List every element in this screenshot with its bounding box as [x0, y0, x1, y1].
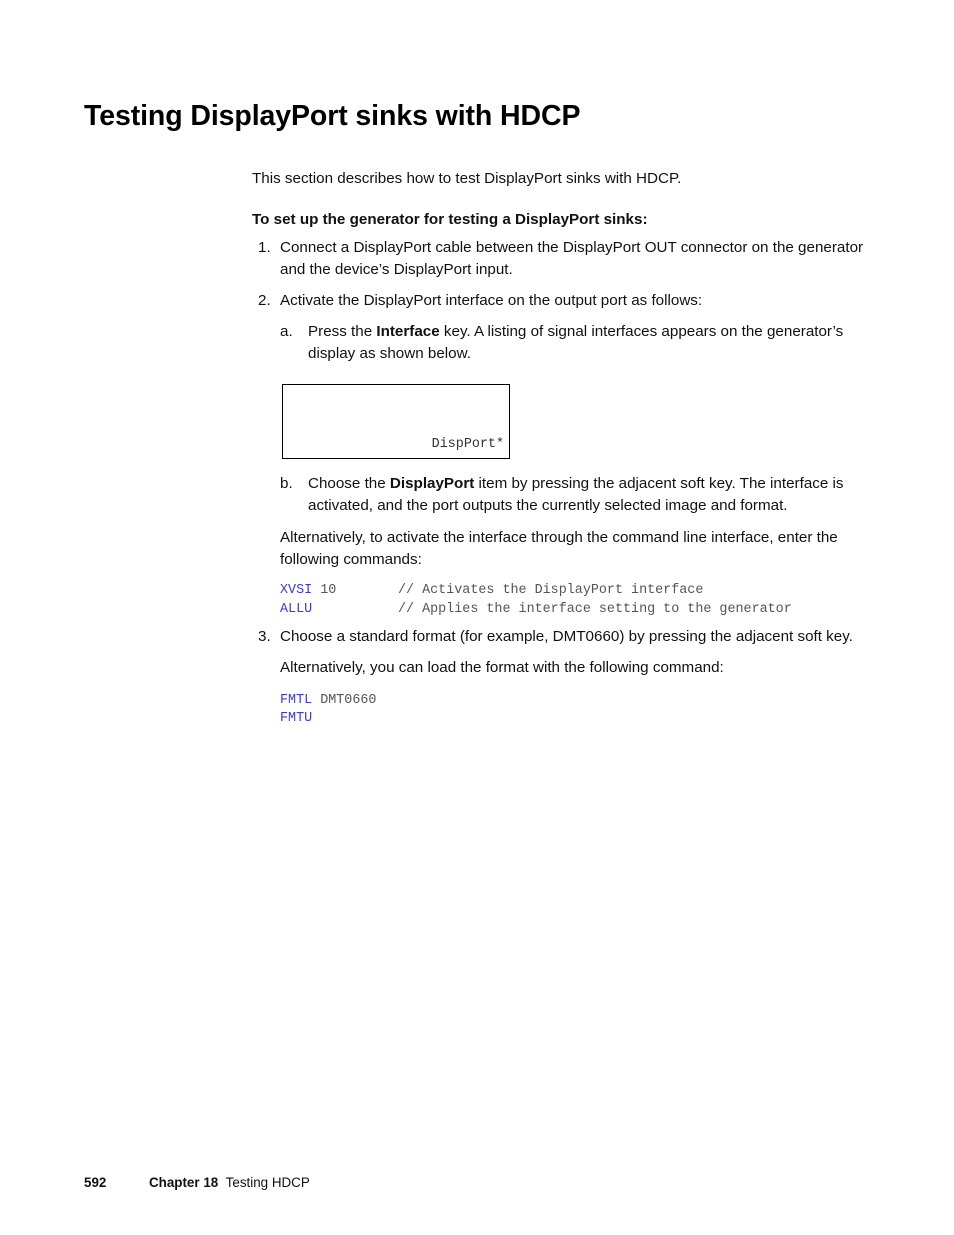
code-command: FMTL: [280, 693, 313, 708]
code-line: [280, 691, 376, 710]
chapter-title: Testing HDCP: [225, 1175, 310, 1190]
step-number: 2.: [258, 292, 271, 309]
code-line: [280, 600, 312, 619]
code-command: FMTU: [280, 711, 313, 726]
code-line: [280, 709, 312, 728]
intro-paragraph: This section describes how to test DisplayPort sinks with HDCP.: [252, 170, 682, 187]
display-item-dispport: DispPort*: [431, 437, 504, 452]
step-text: Connect a DisplayPort cable between the DisplayPort OUT connector on the generator and the device’s DisplayPort input.: [280, 239, 864, 278]
code-line: [280, 581, 336, 600]
displayport-item-label: DisplayPort: [389, 475, 475, 492]
alternative-paragraph: Alternatively, to activate the interface through the command line interface, enter the following commands:: [280, 529, 838, 568]
page-title: Testing DisplayPort sinks with HDCP: [84, 100, 581, 132]
substep-text: Choose the DisplayPort item by pressing the adjacent soft key. The interface is activated, and the port outputs the currently selected image and format.: [308, 475, 844, 514]
alternative-paragraph: Alternatively, you can load the format with the following command:: [280, 659, 724, 676]
substep-text: Press the Interface key. A listing of signal interfaces appears on the generator’s display as shown below.: [308, 323, 844, 362]
procedure-heading: To set up the generator for testing a DisplayPort sinks:: [252, 211, 648, 228]
generator-display: [282, 384, 510, 459]
substep-letter: b.: [280, 475, 293, 492]
code-argument: DMT0660: [312, 693, 377, 708]
step-text: Choose a standard format (for example, DMT0660) by pressing the adjacent soft key.: [280, 628, 853, 645]
page-number: 592: [84, 1175, 107, 1190]
code-command: ALLU: [280, 602, 313, 617]
chapter-label: Chapter 18: [149, 1175, 219, 1190]
code-comment: // Activates the DisplayPort interface: [398, 583, 704, 598]
step-number: 1.: [258, 239, 271, 256]
step-number: 3.: [258, 628, 271, 645]
code-comment: // Applies the interface setting to the generator: [398, 602, 792, 617]
code-command: XVSI: [280, 583, 313, 598]
interface-key-label: Interface: [376, 323, 440, 340]
substep-letter: a.: [280, 323, 293, 340]
code-argument: 10: [312, 583, 337, 598]
footer-chapter: [149, 1174, 310, 1192]
step-text: Activate the DisplayPort interface on the output port as follows:: [280, 292, 703, 309]
